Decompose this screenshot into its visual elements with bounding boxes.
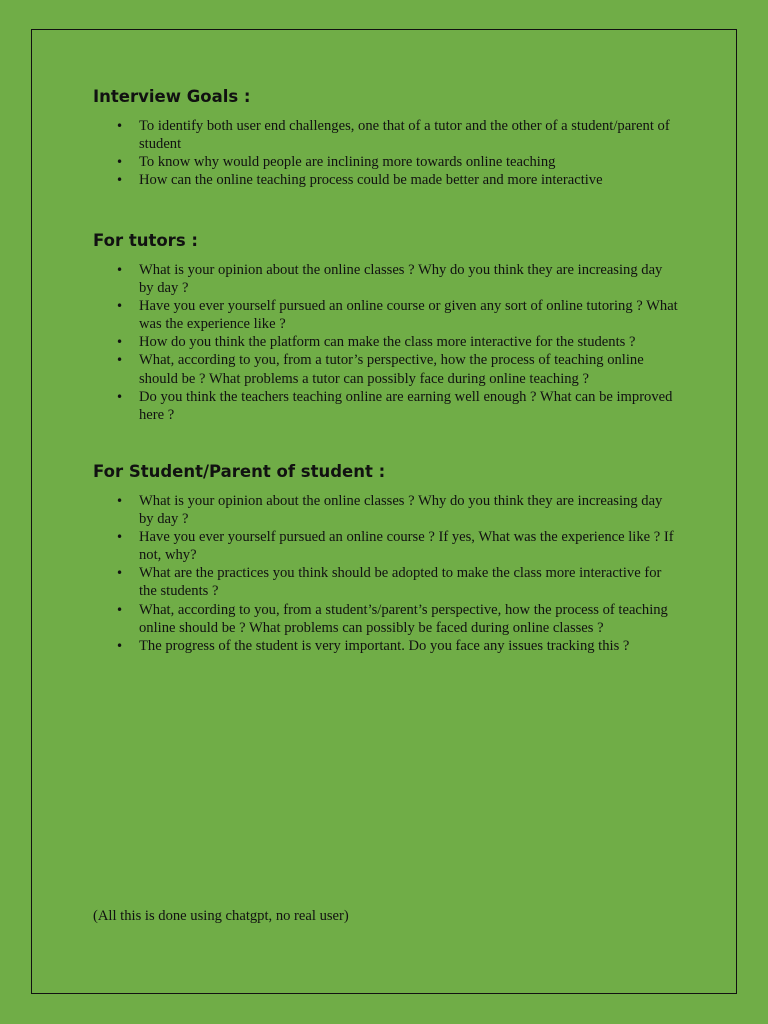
bullet-icon: • bbox=[116, 389, 124, 404]
list-item-text: Have you ever yourself pursued an online course ? If yes, What was the experience like ? If not, why? bbox=[139, 529, 674, 564]
bullet-icon: • bbox=[116, 335, 124, 350]
interview-goals-list bbox=[93, 117, 693, 189]
for-students-section bbox=[93, 462, 693, 655]
bullet-icon: • bbox=[116, 119, 124, 133]
bullet-icon: • bbox=[116, 155, 124, 170]
for-tutors-list bbox=[93, 261, 693, 424]
list-item bbox=[93, 171, 679, 189]
bullet-icon: • bbox=[116, 638, 124, 653]
list-item bbox=[93, 351, 679, 387]
list-item-text: What is your opinion about the online classes ? Why do you think they are increasing day by day ? bbox=[139, 262, 663, 297]
list-item bbox=[93, 601, 679, 637]
list-item-text: Do you think the teachers teaching online are earning well enough ? What can be improved here ? bbox=[139, 388, 673, 423]
list-item bbox=[93, 297, 679, 333]
list-item bbox=[93, 261, 679, 297]
bullet-icon: • bbox=[116, 353, 124, 368]
for-students-heading: For Student/Parent of student : bbox=[93, 462, 386, 481]
for-students-list bbox=[93, 492, 693, 655]
interview-goals-section bbox=[93, 87, 693, 189]
bullet-icon: • bbox=[116, 173, 124, 188]
for-tutors-section bbox=[93, 231, 693, 424]
list-item bbox=[93, 388, 679, 424]
list-item-text: How can the online teaching process could be made better and more interactive bbox=[139, 172, 603, 189]
footer-note: (All this is done using chatgpt, no real user) bbox=[93, 908, 349, 924]
list-item bbox=[93, 564, 679, 600]
list-item-text: To know why would people are inclining more towards online teaching bbox=[139, 154, 556, 171]
list-item-text: What, according to you, from a tutor’s perspective, how the process of teaching online should be ? What problems a tutor can possibly face during online teaching ? bbox=[139, 352, 644, 387]
list-item-text: The progress of the student is very important. Do you face any issues tracking this ? bbox=[139, 637, 630, 654]
for-tutors-heading: For tutors : bbox=[93, 231, 198, 250]
list-item bbox=[93, 153, 679, 171]
list-item-text: What are the practices you think should be adopted to make the class more interactive for the students ? bbox=[139, 565, 662, 600]
bullet-icon: • bbox=[116, 530, 124, 545]
list-item-text: How do you think the platform can make the class more interactive for the students ? bbox=[139, 334, 636, 351]
list-item bbox=[93, 117, 679, 153]
list-item bbox=[93, 492, 679, 528]
list-item bbox=[93, 528, 679, 564]
list-item-text: To identify both user end challenges, one that of a tutor and the other of a student/parent of student bbox=[139, 118, 670, 153]
list-item-text: What, according to you, from a student’s/parent’s perspective, how the process of teaching online should be ? What problems can possibly be faced during online classes ? bbox=[139, 601, 668, 636]
bullet-icon: • bbox=[116, 494, 124, 508]
bullet-icon: • bbox=[116, 299, 124, 314]
list-item bbox=[93, 637, 679, 655]
list-item-text: What is your opinion about the online classes ? Why do you think they are increasing day by day ? bbox=[139, 493, 663, 528]
bullet-icon: • bbox=[116, 263, 124, 277]
bullet-icon: • bbox=[116, 602, 124, 617]
bullet-icon: • bbox=[116, 566, 124, 581]
list-item-text: Have you ever yourself pursued an online course or given any sort of online tutoring ? What was the experience like ? bbox=[139, 298, 678, 333]
list-item bbox=[93, 333, 679, 351]
interview-goals-heading: Interview Goals : bbox=[93, 87, 251, 106]
